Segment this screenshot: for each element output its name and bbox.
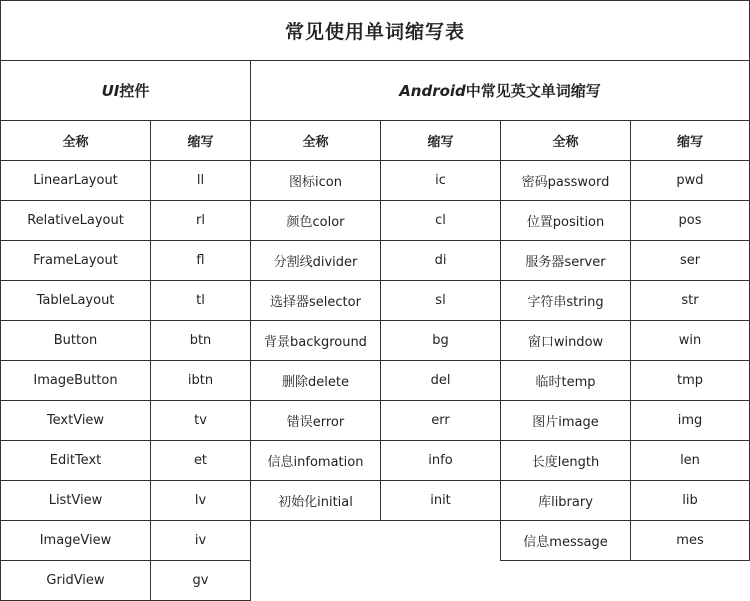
word-a-abbreviation: del: [380, 360, 501, 401]
header-full-3: 全称: [500, 120, 631, 161]
word-b-full-name: 长度length: [500, 440, 631, 481]
widget-full-name: LinearLayout: [0, 160, 151, 201]
widget-abbreviation: tv: [150, 400, 251, 441]
word-b-full-name: 位置position: [500, 200, 631, 241]
word-b-full-name: 库library: [500, 480, 631, 521]
widget-full-name: Button: [0, 320, 151, 361]
section-ui-controls: [0, 60, 251, 121]
word-b-abbreviation: img: [630, 400, 750, 441]
word-a-abbreviation: err: [380, 400, 501, 441]
word-a-full-name: 图标icon: [250, 160, 381, 201]
word-a-abbreviation: di: [380, 240, 501, 281]
word-a-full-name: 信息infomation: [250, 440, 381, 481]
header-full-1: 全称: [0, 120, 151, 161]
word-a-abbreviation: sl: [380, 280, 501, 321]
word-a-full-name: 选择器selector: [250, 280, 381, 321]
widget-abbreviation: tl: [150, 280, 251, 321]
table-title: 常见使用单词缩写表: [0, 0, 750, 61]
section-ui-rest: 控件: [119, 82, 150, 100]
widget-full-name: ListView: [0, 480, 151, 521]
word-b-full-name: 服务器server: [500, 240, 631, 281]
word-b-abbreviation: pwd: [630, 160, 750, 201]
widget-abbreviation: iv: [150, 520, 251, 561]
section-android-italic: Android: [399, 81, 466, 100]
word-a-full-name: 分割线divider: [250, 240, 381, 281]
header-abbr-3: 缩写: [630, 120, 750, 161]
widget-full-name: TextView: [0, 400, 151, 441]
header-abbr-2: 缩写: [380, 120, 501, 161]
word-b-abbreviation: ser: [630, 240, 750, 281]
section-android-words: [250, 60, 750, 121]
widget-abbreviation: ll: [150, 160, 251, 201]
section-android-rest: 中常见英文单词缩写: [465, 82, 601, 100]
word-a-full-name: 删除delete: [250, 360, 381, 401]
widget-abbreviation: fl: [150, 240, 251, 281]
word-b-full-name: 临时temp: [500, 360, 631, 401]
word-b-abbreviation: tmp: [630, 360, 750, 401]
word-b-abbreviation: str: [630, 280, 750, 321]
word-b-abbreviation: len: [630, 440, 750, 481]
header-full-2: 全称: [250, 120, 381, 161]
word-a-abbreviation: cl: [380, 200, 501, 241]
word-b-full-name: 密码password: [500, 160, 631, 201]
word-b-full-name: 字符串string: [500, 280, 631, 321]
word-a-abbreviation: ic: [380, 160, 501, 201]
section-ui-italic: UI: [101, 81, 120, 100]
word-a-full-name: 错误error: [250, 400, 381, 441]
widget-abbreviation: gv: [150, 560, 251, 601]
widget-full-name: ImageButton: [0, 360, 151, 401]
widget-abbreviation: lv: [150, 480, 251, 521]
word-b-abbreviation: lib: [630, 480, 750, 521]
widget-abbreviation: btn: [150, 320, 251, 361]
widget-full-name: TableLayout: [0, 280, 151, 321]
widget-abbreviation: et: [150, 440, 251, 481]
word-a-abbreviation: info: [380, 440, 501, 481]
word-a-abbreviation: bg: [380, 320, 501, 361]
widget-full-name: GridView: [0, 560, 151, 601]
word-b-full-name: 信息message: [500, 520, 631, 561]
word-b-abbreviation: pos: [630, 200, 750, 241]
word-b-abbreviation: win: [630, 320, 750, 361]
widget-full-name: EditText: [0, 440, 151, 481]
word-b-full-name: 窗口window: [500, 320, 631, 361]
word-a-full-name: 初始化initial: [250, 480, 381, 521]
widget-abbreviation: ibtn: [150, 360, 251, 401]
word-a-full-name: 背景background: [250, 320, 381, 361]
word-a-abbreviation: init: [380, 480, 501, 521]
widget-full-name: FrameLayout: [0, 240, 151, 281]
widget-full-name: RelativeLayout: [0, 200, 151, 241]
widget-abbreviation: rl: [150, 200, 251, 241]
word-b-abbreviation: mes: [630, 520, 750, 561]
header-abbr-1: 缩写: [150, 120, 251, 161]
word-b-full-name: 图片image: [500, 400, 631, 441]
word-a-full-name: 颜色color: [250, 200, 381, 241]
widget-full-name: ImageView: [0, 520, 151, 561]
